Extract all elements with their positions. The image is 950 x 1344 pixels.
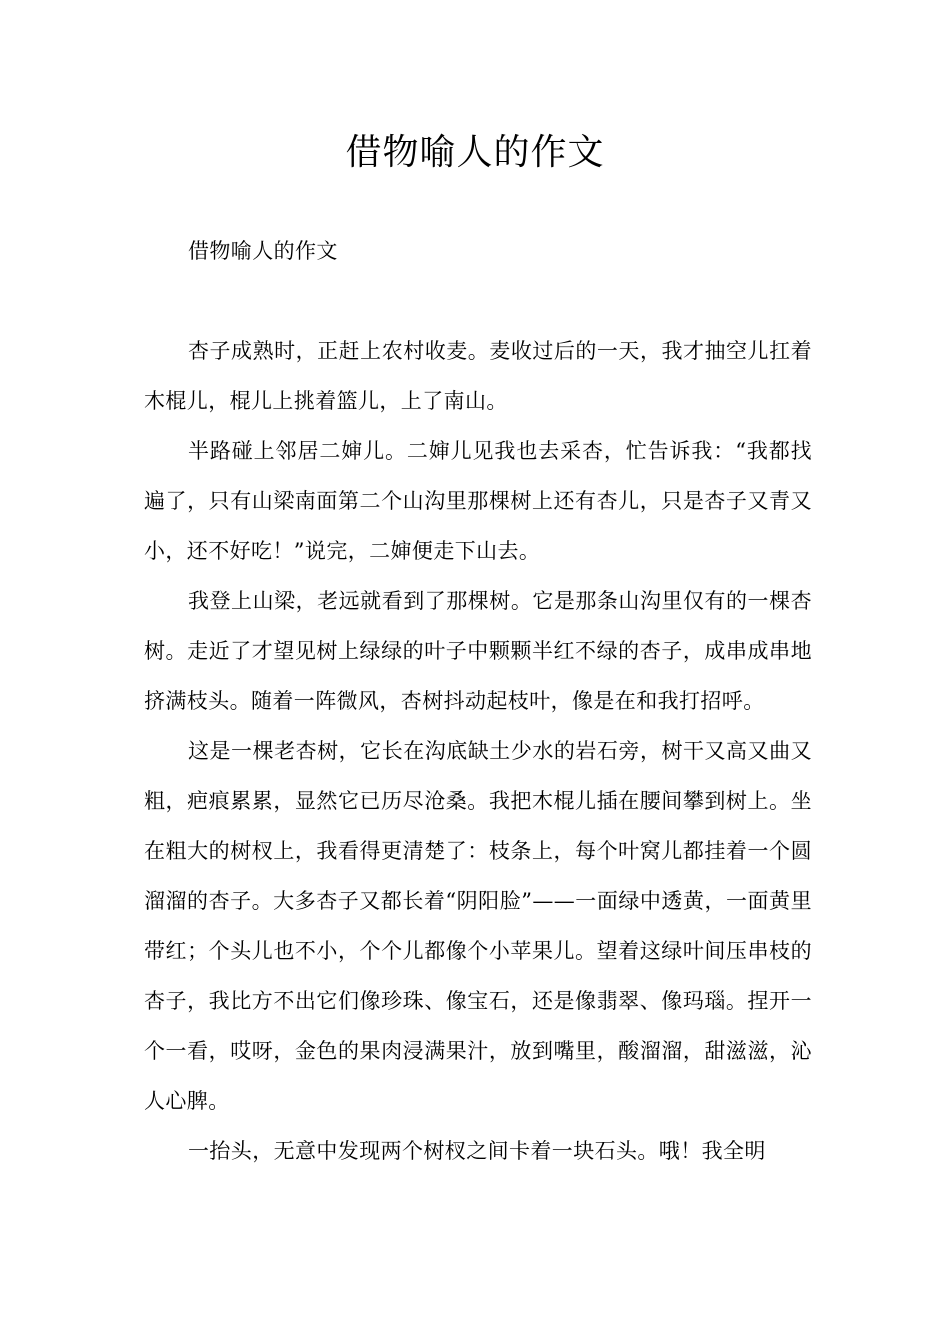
paragraph-3: 我登上山梁，老远就看到了那棵树。它是那条山沟里仅有的一棵杏树。走近了才望见树上绿绿的叶子中颗颗半红不绿的杏子，成串成串地挤满枝头。随着一阵微风，杏树抖动起枝叶，像是在和我打招呼。 bbox=[144, 589, 812, 713]
document-subtitle: 借物喻人的作文 bbox=[188, 239, 338, 263]
paragraph-2: 半路碰上邻居二婶儿。二婶儿见我也去采杏，忙告诉我：“我都找遍了，只有山梁南面第二个山沟里那棵树上还有杏儿，只是杏子又青又小，还不好吃！”说完，二婶便走下山去。 bbox=[144, 439, 812, 563]
paragraph-4: 这是一棵老杏树，它长在沟底缺土少水的岩石旁，树干又高又曲又粗，疤痕累累，显然它已历尽沧桑。我把木棍儿插在腰间攀到树上。坐在粗大的树杈上，我看得更清楚了：枝条上，每个叶窝儿都挂着一个圆溜溜的杏子。大多杏子又都长着“阴阳脸”——一面绿中透黄，一面黄里带红；个头儿也不小，个个儿都像个小苹果儿。望着这绿叶间压串枝的杏子，我比方不出它们像珍珠、像宝石，还是像翡翠、像玛瑙。捏开一个一看，哎呀，金色的果肉浸满果汁，放到嘴里，酸溜溜，甜滋滋，沁人心脾。 bbox=[144, 739, 812, 1113]
document-title: 借物喻人的作文 bbox=[345, 132, 605, 173]
paragraph-5: 一抬头，无意中发现两个树杈之间卡着一块石头。哦！我全明 bbox=[188, 1139, 766, 1163]
document-subtitle-block bbox=[144, 226, 812, 276]
paragraph-1: 杏子成熟时，正赶上农村收麦。麦收过后的一天，我才抽空儿扛着木棍儿，棍儿上挑着篮儿，上了南山。 bbox=[144, 339, 812, 413]
document-body bbox=[144, 326, 812, 1176]
